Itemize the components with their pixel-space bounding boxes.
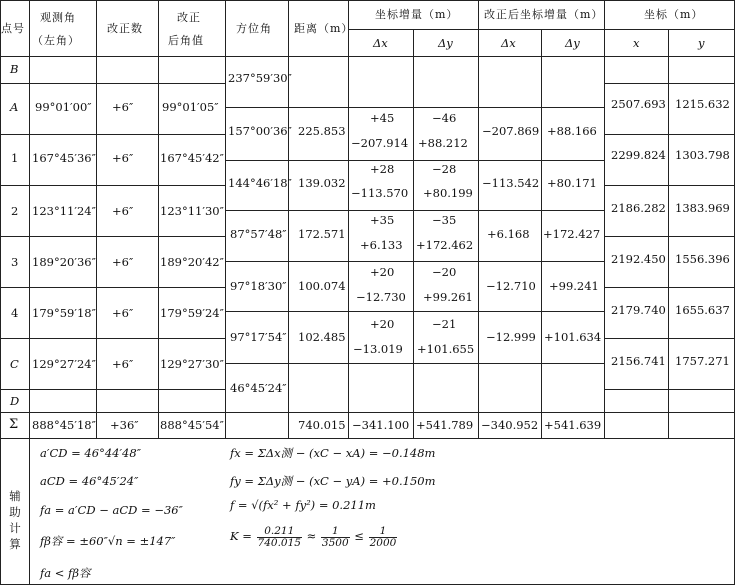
- angle-correction: +6″: [112, 151, 134, 165]
- corrected-dy: +101.634: [544, 330, 602, 344]
- header-point: 点号: [1, 22, 25, 35]
- azimuth: 87°57′48″: [230, 227, 287, 241]
- dx-value: −113.570: [351, 186, 409, 200]
- col-rule: [478, 0, 479, 438]
- dy-correction: −46: [432, 111, 457, 125]
- aux-label-char: 计: [9, 521, 21, 535]
- distance: 139.032: [298, 176, 346, 190]
- col-rule: [604, 0, 605, 438]
- dx-correction: +20: [370, 317, 395, 331]
- point-label: 1: [11, 151, 19, 165]
- header-azimuth: 方位角: [236, 22, 272, 35]
- header-dy-corrected: Δy: [565, 36, 580, 50]
- col-rule: [668, 29, 669, 438]
- dy-value: +101.655: [417, 342, 475, 356]
- sum-dy: +541.789: [416, 418, 474, 432]
- dy-correction: −35: [432, 213, 457, 227]
- dx-correction: +45: [370, 111, 395, 125]
- azimuth: 157°00′36″: [228, 124, 292, 138]
- aux-fraction: [369, 526, 398, 549]
- coord-x: 2192.450: [611, 252, 666, 266]
- row-rule: [225, 311, 605, 312]
- point-label: D: [10, 394, 20, 408]
- dx-correction: +28: [370, 162, 395, 176]
- aux-label-rule: [29, 438, 30, 585]
- distance: 102.485: [298, 330, 346, 344]
- dy-correction: −21: [432, 317, 457, 331]
- aux-k-label: K =: [230, 529, 256, 543]
- col-rule: [96, 0, 97, 438]
- corrected-dy: +99.241: [549, 279, 599, 293]
- aux-angle-tolerance: fβ容 = ±60″√n = ±147″: [40, 534, 176, 548]
- aux-fx: fx = ΣΔx测 − (xC − xA) = −0.148m: [230, 446, 436, 460]
- aux-relative-precision: [230, 525, 398, 549]
- point-label: 4: [11, 306, 19, 320]
- coord-y: 1757.271: [675, 354, 730, 368]
- corrected-angle: 179°59′24″: [160, 306, 224, 320]
- dx-correction: +35: [370, 213, 395, 227]
- coord-x: 2299.824: [611, 148, 666, 162]
- observed-angle: 99°01′00″: [35, 100, 92, 114]
- fraction-denominator: 740.015: [257, 536, 301, 549]
- col-rule: [29, 0, 30, 438]
- dx-value: +6.133: [360, 238, 403, 252]
- aux-angle-misclosure: fa = a′CD − aCD = −36″: [40, 503, 183, 517]
- header-corrected-angle-sub: 后角值: [168, 34, 204, 47]
- point-label: 3: [11, 255, 19, 269]
- header-coord-increment: 坐标增量（m）: [375, 8, 459, 21]
- corrected-angle: 129°27′30″: [160, 357, 224, 371]
- azimuth: 46°45′24″: [230, 381, 287, 395]
- header-rule: [0, 56, 735, 57]
- col-rule: [541, 29, 542, 438]
- distance: 100.074: [298, 279, 346, 293]
- aux-azimuth-computed: a′CD = 46°44′48″: [40, 446, 141, 460]
- header-dx-corrected: Δx: [501, 36, 516, 50]
- col-rule: [413, 29, 414, 438]
- header-y: y: [698, 36, 705, 50]
- header-correction: 改正数: [107, 22, 143, 35]
- corrected-dx: −12.999: [486, 330, 536, 344]
- table-border-top: [0, 0, 735, 1]
- row-rule: [225, 160, 605, 161]
- dy-correction: −28: [432, 162, 457, 176]
- row-rule: [604, 338, 735, 339]
- sum-corrected-dx: −340.952: [481, 418, 539, 432]
- aux-calc-label: [8, 488, 22, 552]
- point-label: 2: [11, 204, 19, 218]
- row-rule: [604, 287, 735, 288]
- row-rule: [225, 261, 605, 262]
- dy-value: +88.212: [418, 136, 468, 150]
- aux-f-value: = 0.211m: [315, 498, 376, 512]
- row-rule: [0, 236, 226, 237]
- aux-tolerance-check: fa < fβ容: [40, 566, 91, 580]
- observed-angle: 123°11′24″: [32, 204, 96, 218]
- row-rule: [0, 389, 226, 390]
- header-dx: Δx: [373, 36, 388, 50]
- observed-angle: 167°45′36″: [32, 151, 96, 165]
- azimuth: 97°17′54″: [230, 330, 287, 344]
- dy-value: +99.261: [423, 290, 473, 304]
- aux-total-misclosure: [230, 498, 376, 512]
- row-rule: [225, 107, 605, 108]
- row-rule: [604, 134, 735, 135]
- dx-value: −13.019: [353, 342, 403, 356]
- angle-correction: +6″: [112, 357, 134, 371]
- angle-correction: +6″: [112, 100, 134, 114]
- header-x: x: [633, 36, 640, 50]
- sum-symbol: Σ: [9, 417, 19, 432]
- corrected-dy: +88.166: [547, 124, 597, 138]
- dx-value: −207.914: [351, 136, 409, 150]
- col-rule: [288, 0, 289, 438]
- row-rule: [0, 412, 735, 413]
- header-distance: 距离（m）: [294, 22, 354, 35]
- observed-angle: 179°59′18″: [32, 306, 96, 320]
- dx-value: −12.730: [356, 290, 406, 304]
- coord-x: 2156.741: [611, 354, 666, 368]
- corrected-angle: 167°45′42″: [160, 151, 224, 165]
- corrected-dy: +172.427: [543, 227, 601, 241]
- corrected-dx: −207.869: [482, 124, 540, 138]
- header-observed-angle-sub: （左角）: [32, 34, 80, 47]
- observed-angle: 129°27′24″: [32, 357, 96, 371]
- row-rule: [225, 363, 605, 364]
- corrected-angle: 99°01′05″: [162, 100, 219, 114]
- aux-fraction: [321, 526, 350, 549]
- coord-y: 1215.632: [675, 97, 730, 111]
- fraction-denominator: 3500: [321, 536, 349, 549]
- row-rule: [0, 338, 226, 339]
- corrected-angle: 189°20′42″: [160, 255, 224, 269]
- col-rule: [225, 0, 226, 438]
- coord-x: 2507.693: [611, 97, 666, 111]
- angle-correction: +6″: [112, 204, 134, 218]
- fraction-numerator: 0.211: [257, 526, 302, 538]
- row-rule: [0, 287, 226, 288]
- row-rule: [225, 210, 605, 211]
- observed-angle: 189°20′36″: [32, 255, 96, 269]
- sum-correction: +36″: [110, 418, 139, 432]
- aux-f-label: f =: [230, 498, 252, 512]
- row-rule: [0, 134, 226, 135]
- dy-value: +172.462: [416, 238, 474, 252]
- corrected-angle: 123°11′30″: [160, 204, 224, 218]
- aux-label-char: 辅: [9, 489, 21, 503]
- coord-y: 1383.969: [675, 201, 730, 215]
- aux-fy: fy = ΣΔy测 − (xC − yA) = +0.150m: [230, 474, 436, 488]
- header-dy: Δy: [438, 36, 453, 50]
- row-rule: [0, 185, 226, 186]
- dx-correction: +20: [370, 265, 395, 279]
- col-rule: [158, 0, 159, 438]
- dy-value: +80.199: [423, 186, 473, 200]
- header-observed-angle: 观测角: [40, 11, 76, 24]
- header-corrected-angle: 改正: [177, 11, 201, 24]
- header-coordinates: 坐标（m）: [644, 8, 704, 21]
- distance: 225.853: [298, 124, 346, 138]
- azimuth: 144°46′18″: [228, 176, 292, 190]
- point-label: A: [10, 100, 19, 114]
- coord-x: 2186.282: [611, 201, 666, 215]
- sum-dx: −341.100: [352, 418, 410, 432]
- sum-observed-angle: 888°45′18″: [32, 418, 96, 432]
- corrected-dx: −113.542: [482, 176, 540, 190]
- azimuth: 97°18′30″: [230, 279, 287, 293]
- fraction-numerator: 1: [369, 526, 398, 538]
- row-rule: [0, 438, 735, 439]
- aux-label-char: 算: [9, 537, 21, 551]
- sum-corrected-dy: +541.639: [544, 418, 602, 432]
- corrected-dx: −12.710: [486, 279, 536, 293]
- fraction-numerator: 1: [321, 526, 350, 538]
- aux-label-char: 助: [9, 505, 21, 519]
- aux-f-formula: √(fx² + fy²): [251, 498, 316, 512]
- coord-y: 1556.396: [675, 252, 730, 266]
- row-rule: [604, 83, 735, 84]
- point-label: C: [10, 357, 19, 371]
- aux-approx: ≈: [302, 529, 320, 543]
- table-border-left: [0, 0, 1, 585]
- header-corrected-increment: 改正后坐标增量（m）: [484, 8, 604, 21]
- corrected-dy: +80.171: [547, 176, 597, 190]
- angle-correction: +6″: [112, 255, 134, 269]
- coord-y: 1303.798: [675, 148, 730, 162]
- dy-correction: −20: [432, 265, 457, 279]
- row-rule: [604, 185, 735, 186]
- row-rule: [604, 236, 735, 237]
- col-rule: [348, 0, 349, 438]
- aux-le: ≤: [350, 529, 368, 543]
- point-label: B: [10, 62, 19, 76]
- angle-correction: +6″: [112, 306, 134, 320]
- fraction-denominator: 2000: [369, 536, 397, 549]
- azimuth: 237°59′30″: [228, 71, 292, 85]
- distance: 172.571: [298, 227, 346, 241]
- aux-fraction: [257, 526, 302, 549]
- row-rule: [0, 83, 226, 84]
- coord-x: 2179.740: [611, 303, 666, 317]
- aux-azimuth-known: aCD = 46°45′24″: [40, 474, 139, 488]
- sum-corrected-angle: 888°45′54″: [160, 418, 224, 432]
- row-rule: [604, 389, 735, 390]
- sum-distance: 740.015: [298, 418, 346, 432]
- corrected-dx: +6.168: [487, 227, 530, 241]
- coord-y: 1655.637: [675, 303, 730, 317]
